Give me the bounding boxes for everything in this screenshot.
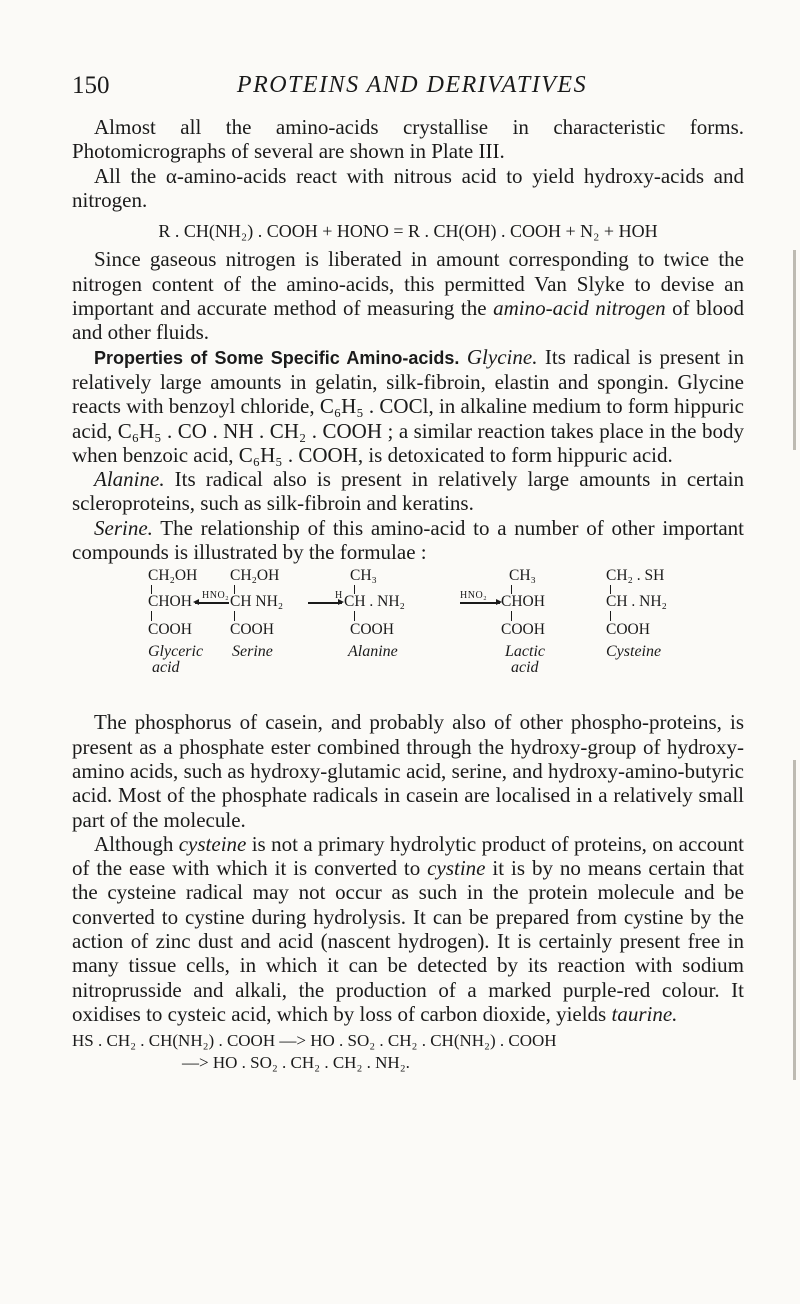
- arrow: [308, 602, 342, 603]
- arrow: [460, 602, 500, 603]
- paragraph: Almost all the amino-acids crystallise in characteristic forms. Photomicrographs of several are shown in Plate III.: [72, 115, 744, 164]
- subheading-serine: Serine.: [94, 515, 153, 540]
- page-edge-shadow: [793, 760, 796, 1080]
- paragraph-phosphorus: The phosphorus of casein, and probably also of other phospho-proteins, is present as a phosphate ester combined through the hydroxy-group of hydroxy-amino acids, such as hydroxy-glutamic acid, serine, and hydroxy-amino-butyric acid. Most of the phosphate radicals in casein are localised in a relatively small part of the molecule.: [72, 710, 744, 832]
- equation-taurine: [72, 1030, 744, 1074]
- reagent-label: HNO₂: [202, 590, 230, 602]
- subheading-glycine: Glycine.: [466, 344, 538, 369]
- paragraph-cysteine: Although cysteine is not a primary hydrolytic product of proteins, on account of the ease with which it is converted to cystine it is by no means certain that the cysteine radical may not occur as such in the protein molecule and be converted to cystine during hydrolysis. It can be prepared from cystine by the action of zinc dust and acid (nascent hydrogen). It is certainly present free in many tissue cells, in which it can be detected by its reaction with sodium nitroprusside and alkali, the production of a marked purple-red colour. It oxidises to cysteic acid, which by loss of carbon dioxide, yields taurine.: [72, 831, 744, 1026]
- paragraph-alanine: Alanine. Its radical also is present in relatively large amounts in certain scleroproteins, such as silk-fibroin and keratins.: [72, 467, 744, 516]
- reagent-label: H: [335, 590, 343, 602]
- serine-formulae-diagram: CH₂OH CHOH COOH Glyceric acid HNO₂ CH₂OH CH NH₂ COOH Serine H CH₃ CH . NH₂ COOH Alanine HNO₂ CH₃ CHOH COOH Lactic acid CH₂ . SH CH . NH₂ COOH Cysteine: [148, 567, 667, 677]
- equation-line: —> HO . SO₂ . CH₂ . CH₂ . NH₂.: [182, 1053, 410, 1073]
- subheading-alanine: Alanine.: [94, 467, 165, 492]
- paragraph-serine: Serine. The relationship of this amino-acid to a number of other important compounds is illustrated by the formulae :: [72, 515, 744, 565]
- page-edge-shadow: [793, 250, 796, 450]
- equation-line: HS . CH₂ . CH(NH₂) . COOH —> HO . SO₂ . CH₂ . CH(NH₂) . COOH: [72, 1031, 557, 1051]
- emphasis: cysteine: [178, 831, 247, 856]
- equation-nitrous-acid: R . CH(NH₂) . COOH + HONO = R . CH(OH) . COOH + N₂ + HOH: [158, 221, 658, 242]
- paragraph: Since gaseous nitrogen is liberated in amount corresponding to twice the nitrogen content of the amino-acids, this permitted Van Slyke to devise an important and accurate method of measuring the amino-acid nitrogen of blood and other fluids.: [72, 247, 745, 345]
- emphasis: cystine: [427, 856, 486, 881]
- section-heading: Properties of Some Specific Amino-acids.: [94, 347, 460, 368]
- arrow: [195, 602, 229, 603]
- paragraph-glycine: Properties of Some Specific Amino-acids. Glycine. Its radical is present in relatively large amounts in gelatin, silk-fibroin, elastin and spongin. Glycine reacts with benzoyl chloride, C₆H₅ . COCl, in alkaline medium to form hippuric acid, C₆H₅ . CO . NH . CH₂ . COOH ; a similar reaction takes place in the body when benzoic acid, C₆H₅ . COOH, is detoxicated to form hippuric acid.: [72, 344, 744, 467]
- paragraph: All the α-amino-acids react with nitrous acid to yield hydroxy-acids and nitrogen.: [72, 163, 744, 212]
- reagent-label: HNO₂: [460, 590, 488, 602]
- page-header: [72, 72, 752, 112]
- emphasis: taurine.: [611, 1001, 678, 1026]
- page-body: [72, 115, 744, 1074]
- emphasis: amino-acid nitrogen: [493, 296, 666, 321]
- running-head: PROTEINS AND DERIVATIVES: [236, 72, 588, 98]
- page-number: 150: [72, 72, 110, 99]
